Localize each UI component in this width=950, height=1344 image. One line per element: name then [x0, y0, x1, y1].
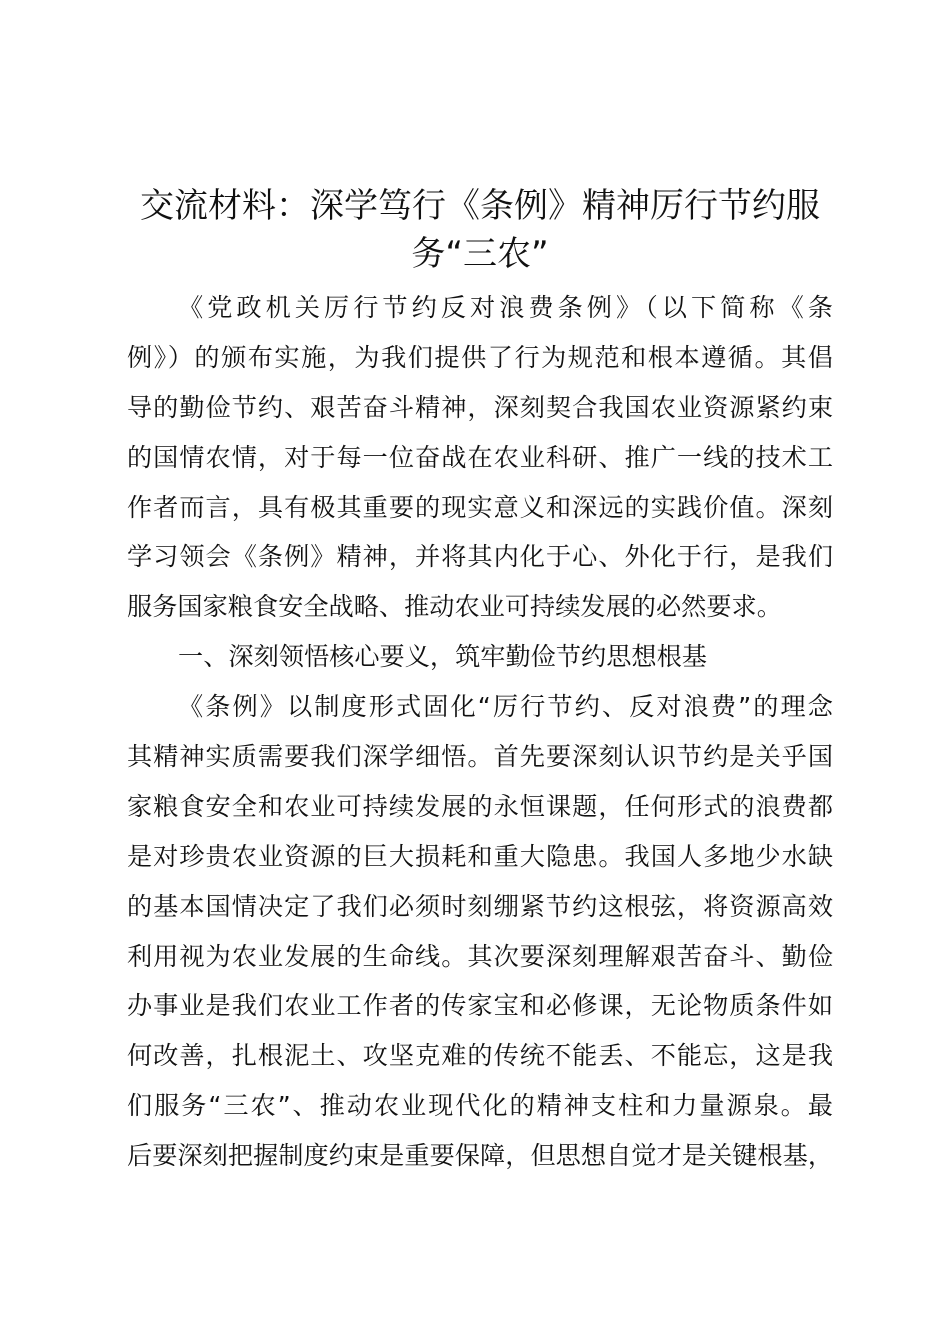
paragraph-line: 何改善，扎根泥土、攻坚克难的传统不能丢、不能忘，这是我: [127, 1041, 833, 1071]
paragraph-line: 的国情农情，对于每一位奋战在农业科研、推广一线的技术工: [127, 442, 833, 472]
paragraph-line: 是对珍贵农业资源的巨大损耗和重大隐患。我国人多地少水缺: [127, 841, 833, 871]
paragraph-line: 作者而言，具有极其重要的现实意义和深远的实践价值。深刻: [127, 492, 833, 522]
document-title: [127, 182, 833, 278]
title-line-2: 务“三农”: [411, 234, 549, 274]
paragraph-line: 家粮食安全和农业可持续发展的永恒课题，任何形式的浪费都: [127, 791, 833, 821]
paragraph-2: [127, 682, 833, 1181]
paragraph-line: 导的勤俭节约、艰苦奋斗精神，深刻契合我国农业资源紧约束: [127, 392, 833, 422]
paragraph-line: 服务国家粮食安全战略、推动农业可持续发展的必然要求。: [127, 592, 782, 622]
paragraph-line: 办事业是我们农业工作者的传家宝和必修课，无论物质条件如: [127, 991, 833, 1021]
paragraph-line: 的基本国情决定了我们必须时刻绷紧节约这根弦，将资源高效: [127, 891, 833, 921]
paragraph-line: 们服务“三农”、推动农业现代化的精神支柱和力量源泉。最: [127, 1091, 833, 1121]
document-body: [127, 283, 833, 1181]
title-line-1: 交流材料：深学笃行《条例》精神厉行节约服: [140, 186, 820, 226]
paragraph-line: 利用视为农业发展的生命线。其次要深刻理解艰苦奋斗、勤俭: [127, 941, 833, 971]
paragraph-line: 其精神实质需要我们深学细悟。首先要深刻认识节约是关乎国: [127, 742, 833, 772]
paragraph-line: 学习领会《条例》精神，并将其内化于心、外化于行，是我们: [127, 542, 833, 572]
paragraph-line: 《条例》以制度形式固化“厉行节约、反对浪费”的理念: [178, 692, 833, 722]
paragraph-line: 后要深刻把握制度约束是重要保障，但思想自觉才是关键根基，: [127, 1141, 833, 1171]
section-heading: 一、深刻领悟核心要义，筑牢勤俭节约思想根基: [178, 642, 707, 672]
paragraph-line: 《党政机关厉行节约反对浪费条例》（以下简称《条: [178, 293, 833, 322]
paragraph-1: [127, 283, 833, 632]
paragraph-line: 例》）的颁布实施，为我们提供了行为规范和根本遵循。其倡: [127, 342, 833, 372]
